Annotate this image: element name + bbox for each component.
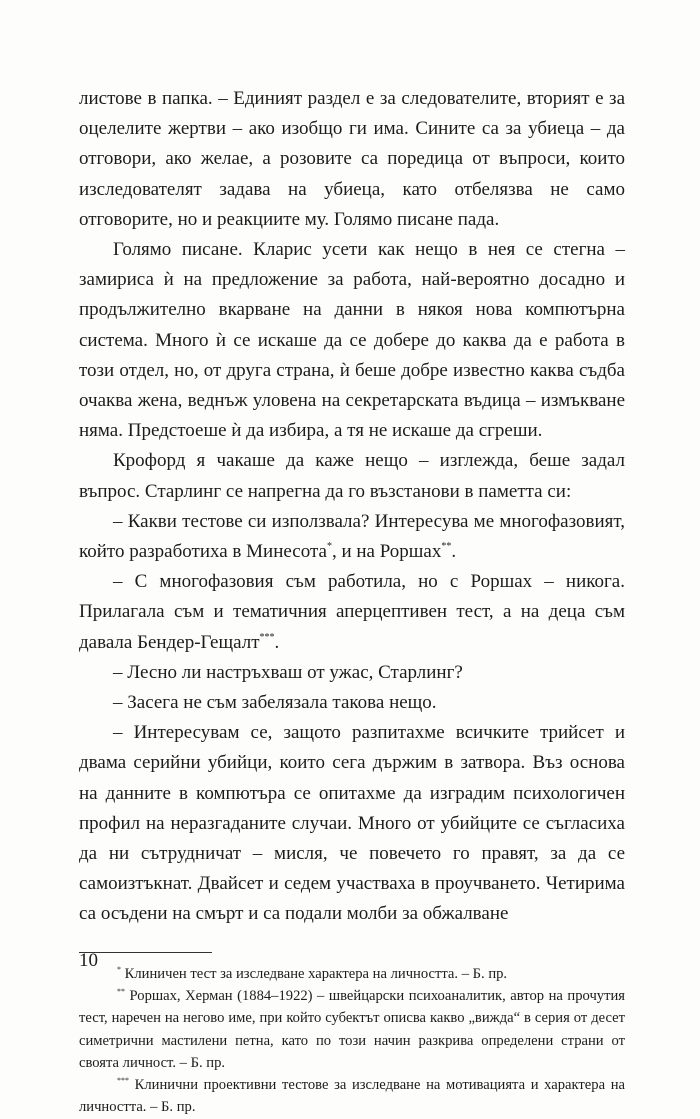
- paragraph-4: [79, 507, 625, 567]
- footnote-mark-3: ***: [117, 1076, 129, 1086]
- footnote-mark-1: *: [117, 964, 121, 974]
- footnote-1: [79, 963, 625, 985]
- paragraph-3: Крофорд я чакаше да каже нещо – изглежда, беше задал въпрос. Старлинг се напрегна да го възстанови в паметта си:: [79, 450, 625, 502]
- footnote-divider: [79, 952, 212, 953]
- footnote-1-text: Клиничен тест за изследване характера на личността. – Б. пр.: [124, 965, 508, 982]
- paragraph-6: – Лесно ли настръхваш от ужас, Старлинг?: [113, 661, 463, 683]
- footnote-mark-2: **: [117, 986, 125, 996]
- paragraph-5: [79, 567, 625, 658]
- footnotes: [79, 963, 625, 1119]
- paragraph-7: – Засега не съм забелязала такова нещо.: [113, 692, 437, 714]
- footnote-ref-1: *: [326, 541, 332, 553]
- paragraph-2: Голямо писане. Кларис усети как нещо в нея се стегна – замириса ѝ на предложение за работа, най-вероятно досадно и продължително вкарване на данни в някоя нова компютърна система. Много ѝ се искаше да се добере до каква да е работа в този отдел, но, от друга страна, ѝ беше добре известно каква съдба очаква жена, веднъж уловена на секретарската въдица – измъкване няма. Предстоеше ѝ да избира, а тя не искаше да сгреши.: [79, 239, 625, 442]
- footnote-2-text: Роршах, Херман (1884–1922) – швейцарски психоаналитик, автор на прочутия тест, наречен на негово име, при който субектът описва какво „вижда“ в серия от десет симетрични мастилени петна, като по този начин разкрива определени страни от своята личност. – Б. пр.: [79, 987, 625, 1071]
- paragraph-8: – Интересувам се, защото разпитахме всичките трийсет и двама серийни убийци, които сега държим в затвора. Въз основа на данните в компютъра се опитахме да изградим психологичен профил на неразгаданите случаи. Много от убийците се съгласиха да ни сътрудничат – мисля, че повечето го правят, за да се самоизтъкнат. Двайсет и седем участваха в проучването. Четирима са осъдени на смърт и са подали молби за обжалване: [79, 722, 625, 925]
- footnote-3: [79, 1074, 625, 1119]
- paragraph-4-text-a: – Какви тестове си използвала? Интересува ме многофазовият, който разработиха в Минесота: [79, 510, 625, 563]
- paragraph-5-text-a: – С многофазовия съм работила, но с Роршах – никога. Прилагала съм и тематичния аперцептивен тест, а на деца съм давала Бендер-Гещалт: [79, 571, 625, 653]
- page-number: 10: [79, 950, 98, 971]
- paragraph-4-text-b: , и на Роршах: [331, 541, 442, 563]
- footnote-ref-2: **: [441, 541, 452, 553]
- body-text: [79, 84, 625, 930]
- page-content: [79, 84, 625, 1119]
- paragraph-1: листове в папка. – Единият раздел е за следователите, вторият е за оцелелите жертви – ако изобщо ги има. Сините са за убиеца – да отговори, ако желае, а розовите са поредица от въпроси, които изследователят задава на убиеца, като отбелязва не само отговорите, но и реакциите му. Голямо писане пада.: [79, 88, 625, 230]
- footnote-3-text: Клинични проективни тестове за изследване на мотивацията и характера на личността. – Б. пр.: [79, 1077, 625, 1116]
- paragraph-4-text-c: .: [451, 541, 457, 563]
- footnote-ref-3: ***: [259, 631, 275, 643]
- footnote-2: [79, 985, 625, 1074]
- paragraph-5-text-b: .: [274, 631, 280, 653]
